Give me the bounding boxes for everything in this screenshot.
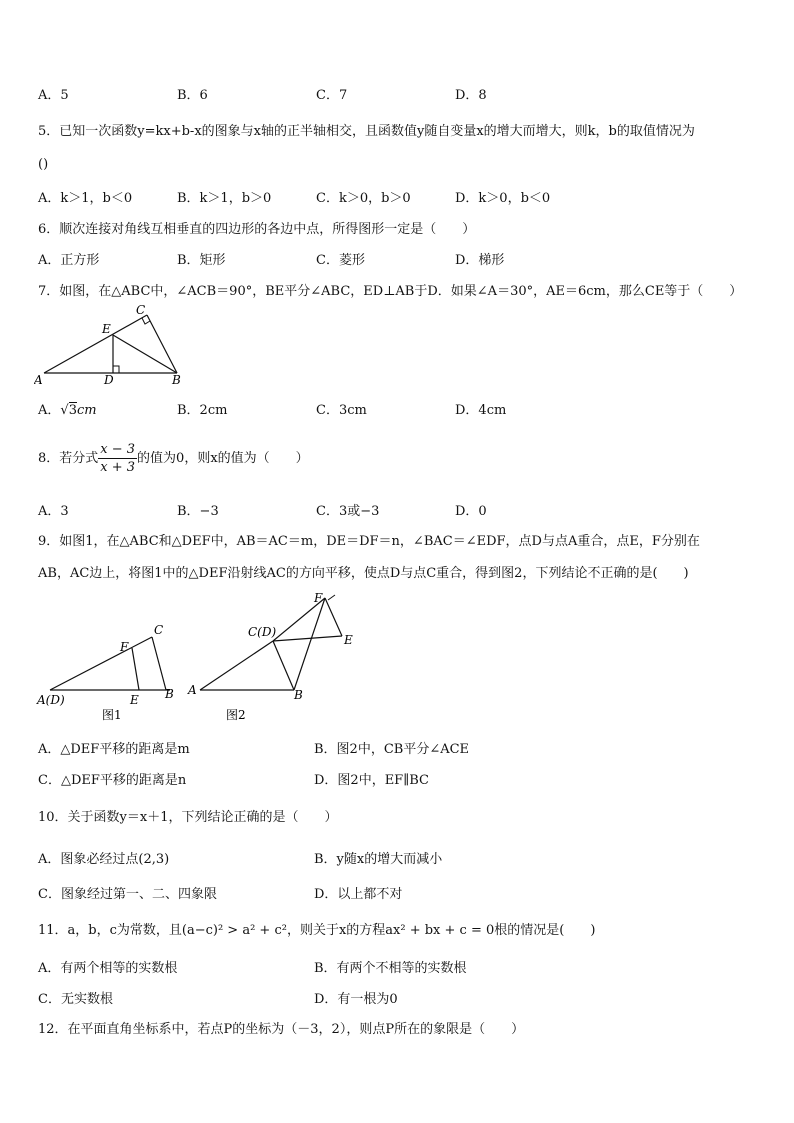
q9-option-a: A．△DEF平移的距离是m [38,742,190,757]
q9-figure1 [34,617,184,723]
q8-denominator: x + 3 [100,460,136,475]
q9-option-b: B．图2中，CB平分∠ACE [314,742,470,757]
q8-option-d: D．0 [455,504,487,519]
q4-option-d: D．8 [455,88,487,103]
q9-option-d: D．图2中，EF∥BC [314,773,429,788]
sqrt-symbol: √ [60,403,69,418]
q8-fraction [98,441,137,476]
q6-stem: 6．顺次连接对角线互相垂直的四边形的各边中点，所得图形一定是（ ） [38,222,476,237]
q11-stem: 11．a，b，c为常数，且(a−c)² > a² + c²，则关于x的方程ax² + bx + c = 0根的情况是( ) [38,923,596,938]
q8-prefix: 8．若分式 [38,451,99,466]
q7-option-a [38,399,177,418]
q4-options [38,84,598,103]
q11-options-row1 [38,957,598,976]
q5-option-b: B．k＞1，b＞0 [177,191,272,206]
q9-fig2-label-a: A [188,683,197,697]
q8-numerator: x − 3 [100,442,136,457]
q8-stem [38,441,309,476]
q10-option-d: D．以上都不对 [314,887,403,902]
q7-option-d: D．4cm [455,403,507,418]
q6-options [38,249,598,268]
q6-option-d: D．梯形 [455,253,505,268]
q10-options-row1 [38,848,598,867]
q7-label-b: B [172,373,181,387]
q9-fig2-label-c: C(D) [248,625,277,639]
q9-options-row2 [38,769,598,788]
q7-label-a: A [34,373,43,387]
q11-options-row2 [38,988,598,1007]
q4-option-a: A．5 [38,88,69,103]
q7-options [38,399,598,418]
q5-paren: () [38,157,49,172]
q8-option-b: B．−3 [177,504,219,519]
q11-option-a: A．有两个相等的实数根 [38,961,178,976]
q9-stem-line1: 9．如图1，在△ABC和△DEF中，AB＝AC＝m，DE＝DF＝n，∠BAC＝∠EDF，点D与点A重合，点E，F分别在 [38,534,700,549]
q11-option-d: D．有一根为0 [314,992,398,1007]
q5-option-c: C．k＞0，b＞0 [316,191,411,206]
q7-figure [34,302,194,388]
q7-option-a-radicand: 3 [68,403,77,418]
q9-fig2-caption: 图2 [226,708,246,722]
q10-option-c: C．图象经过第一、二、四象限 [38,887,217,902]
q9-fig1-label-e: E [130,693,139,707]
q8-option-a: A．3 [38,504,69,519]
q8-option-c: C．3或−3 [316,504,380,519]
q9-stem-line2: AB，AC边上，将图1中的△DEF沿射线AC的方向平移，使点D与点C重合，得到图2，下列结论不正确的是( ) [38,566,689,581]
q5-stem: 5．已知一次函数y=kx+b-x的图象与x轴的正半轴相交，且函数值y随自变量x的增大而增大，则k，b的取值情况为 [38,124,695,139]
q10-stem: 10．关于函数y＝x＋1，下列结论正确的是（ ） [38,810,338,825]
q9-fig2-label-b: B [294,688,303,702]
q7-label-c: C [136,303,146,317]
q9-fig1-label-a: A(D) [37,693,65,707]
q4-option-b: B．6 [177,88,208,103]
q7-option-c: C．3cm [316,403,367,418]
q10-option-a: A．图象必经过点(2,3) [38,852,170,867]
q8-options [38,500,598,519]
q9-fig1-label-f: F [120,640,129,654]
q8-suffix: 的值为0，则x的值为（ ） [137,451,309,466]
q7-option-a-unit: cm [76,403,97,418]
q7-label-e: E [102,322,111,336]
q6-option-c: C．菱形 [316,253,365,268]
q6-option-a: A．正方形 [38,253,100,268]
q9-figure2 [184,586,360,724]
q11-option-b: B．有两个不相等的实数根 [314,961,467,976]
q5-option-a: A．k＞1，b＜0 [38,191,133,206]
q12-stem: 12．在平面直角坐标系中，若点P的坐标为（－3，2），则点P所在的象限是（ ） [38,1022,525,1037]
q9-options-row1 [38,738,598,757]
q11-option-c: C．无实数根 [38,992,113,1007]
q9-fig1-label-c: C [154,623,164,637]
q6-option-b: B．矩形 [177,253,226,268]
q4-option-c: C．7 [316,88,348,103]
q7-label-d: D [104,373,114,387]
q5-options [38,187,598,206]
q9-fig2-label-f: F [314,591,323,605]
q9-fig2-label-e: E [344,633,353,647]
q7-option-a-label: A． [38,403,61,418]
q9-fig1-caption: 图1 [102,708,122,722]
q7-option-b: B．2cm [177,403,228,418]
q9-option-c: C．△DEF平移的距离是n [38,773,187,788]
q7-stem: 7．如图，在△ABC中，∠ACB＝90°，BE平分∠ABC，ED⊥AB于D．如果∠A＝30°，AE＝6cm，那么CE等于（ ） [38,284,743,299]
q5-option-d: D．k＞0，b＜0 [455,191,551,206]
q10-option-b: B．y随x的增大而减小 [314,852,443,867]
q10-options-row2 [38,883,598,902]
q9-fig1-label-b: B [165,687,174,701]
